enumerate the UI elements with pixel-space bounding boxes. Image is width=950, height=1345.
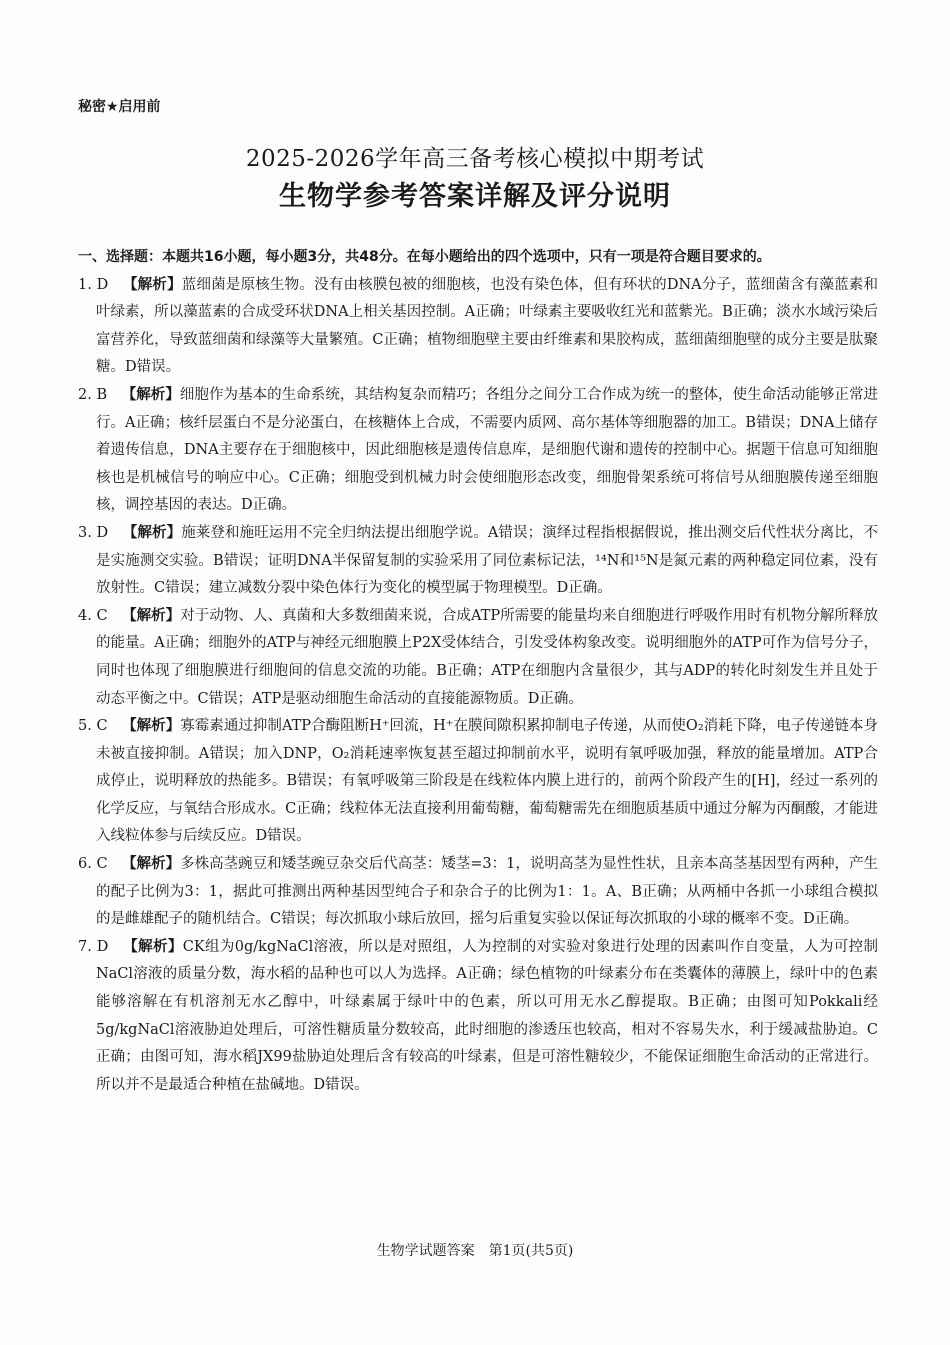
answer-number: 5. C <box>78 718 108 735</box>
analysis-tag: 【解析】 <box>122 938 183 955</box>
answer-item <box>78 382 878 520</box>
section-heading: 一、选择题：本题共16小题，每小题3分，共48分。在每小题给出的四个选项中，只有一项是符合题目要求的。 <box>78 249 771 265</box>
exam-title: 2025-2026学年高三备考核心模拟中期考试 <box>245 146 705 172</box>
analysis-tag: 【解析】 <box>122 607 181 624</box>
answer-number: 3. D <box>78 524 109 541</box>
analysis-tag: 【解析】 <box>122 718 181 735</box>
analysis-text: CK组为0g/kgNaCl溶液，所以是对照组，人为控制的对实验对象进行处理的因素叫作自变量，人为可控制NaCl溶液的质量分数，海水稻的品种也可以人为选择。A正确；绿色植物的叶绿素分布在类囊体的薄膜上，绿叶中的色素能够溶解在有机溶剂无水乙醇中，叶绿素属于绿叶中的色素，所以可用无水乙醇提取。B正确；由图可知Pokkali经5g/kgNaCl溶液胁迫处理后，可溶性糖质量分数较高，此时细胞的渗透压也较高，相对不容易失水，利于缓减盐胁迫。C正确；由图可知，海水稻JX99盐胁迫处理后含有较高的叶绿素，但是可溶性糖较少，不能保证细胞生命活动的正常进行。所以并不是最适合种植在盐碱地。D错误。 <box>96 938 879 1093</box>
document-title: 生物学参考答案详解及评分说明 <box>279 181 671 212</box>
analysis-tag: 【解析】 <box>122 276 182 293</box>
analysis-tag: 【解析】 <box>121 386 180 403</box>
answer-number: 4. C <box>78 607 108 624</box>
answer-item <box>78 603 878 713</box>
answer-number: 6. C <box>78 856 108 873</box>
analysis-text: 施莱登和施旺运用不完全归纳法提出细胞学说。A错误；演绎过程指根据假说，推出测交后代性状分离比，不是实施测交实验。B错误；证明DNA半保留复制的实验采用了同位素标记法，¹⁴N和¹⁵N是氮元素的两种稳定同位素，没有放射性。C错误；建立减数分裂中染色体行为变化的模型属于物理模型。D正确。 <box>96 524 879 597</box>
question-list <box>78 272 878 1100</box>
answer-content <box>78 244 878 1099</box>
analysis-text: 细胞作为基本的生命系统，其结构复杂而精巧；各组分之间分工合作成为统一的整体，使生命活动能够正常进行。A正确；核纤层蛋白不是分泌蛋白，在核糖体上合成，不需要内质网、高尔基体等细胞器的加工。B错误；DNA上储存着遗传信息，DNA主要存在于细胞核中，因此细胞核是遗传信息库，是细胞代谢和遗传的控制中心。据题干信息可知细胞核也是机械信号的响应中心。C正确；细胞受到机械力时会使细胞形态改变，细胞骨架系统可将信号从细胞膜传递至细胞核，调控基因的表达。D正确。 <box>96 386 879 514</box>
answer-number: 1. D <box>78 276 109 293</box>
answer-item <box>78 713 878 851</box>
analysis-tag: 【解析】 <box>122 524 182 541</box>
analysis-tag: 【解析】 <box>122 856 181 873</box>
analysis-text: 对于动物、人、真菌和大多数细菌来说，合成ATP所需要的能量均来自细胞进行呼吸作用时有机物分解所释放的能量。A正确；细胞外的ATP与神经元细胞膜上P2X受体结合，引发受体构象改变。说明细胞外的ATP可作为信号分子，同时也体现了细胞膜进行细胞间的信息交流的功能。B正确；ATP在细胞内含量很少，其与ADP的转化时刻发生并且处于动态平衡之中。C错误；ATP是驱动细胞生命活动的直接能源物质。D正确。 <box>96 607 878 707</box>
analysis-text: 寡霉素通过抑制ATP合酶阻断H⁺回流，H⁺在膜间隙积累抑制电子传递，从而使O₂消耗下降，电子传递链本身未被直接抑制。A错误；加入DNP，O₂消耗速率恢复甚至超过抑制前水平，说明有氧呼吸加强，释放的能量增加。ATP合成停止，说明释放的热能多。B错误；有氧呼吸第三阶段是在线粒体内膜上进行的，前两个阶段产生的[H]，经过一系列的化学反应，与氧结合形成水。C正确；线粒体无法直接利用葡萄糖，葡萄糖需先在细胞质基质中通过分解为丙酮酸，才能进入线粒体参与后续反应。D错误。 <box>96 718 878 845</box>
analysis-text: 多株高茎豌豆和矮茎豌豆杂交后代高茎：矮茎=3：1，说明高茎为显性性状，且亲本高茎基因型有两种，产生的配子比例为3：1，据此可推测出两种基因型纯合子和杂合子的比例为1：1。A、B正确；从两桶中各抓一小球组合模拟的是雌雄配子的随机结合。C错误；每次抓取小球后放回，摇匀后重复实验以保证每次抓取的小球的概率不变。D正确。 <box>96 856 878 928</box>
analysis-text: 蓝细菌是原核生物。没有由核膜包被的细胞核，也没有染色体，但有环状的DNA分子，蓝细菌含有藻蓝素和叶绿素，所以藻蓝素的合成受环状DNA上相关基因控制。A正确；叶绿素主要吸收红光和蓝紫光。B正确；淡水水域污染后富营养化，导致蓝细菌和绿藻等大量繁殖。C正确；植物细胞壁主要由纤维素和果胶构成，蓝细菌细胞壁的成分主要是肽聚糖。D错误。 <box>96 276 879 376</box>
answer-item <box>78 272 878 382</box>
page-footer: 生物学试题答案 第1页(共5页) <box>376 1243 574 1259</box>
answer-number: 7. D <box>78 938 109 955</box>
answer-number: 2. B <box>78 386 108 403</box>
answer-item <box>78 851 878 934</box>
answer-item <box>78 520 878 603</box>
answer-item <box>78 934 878 1100</box>
confidential-label: 秘密★启用前 <box>78 99 161 115</box>
